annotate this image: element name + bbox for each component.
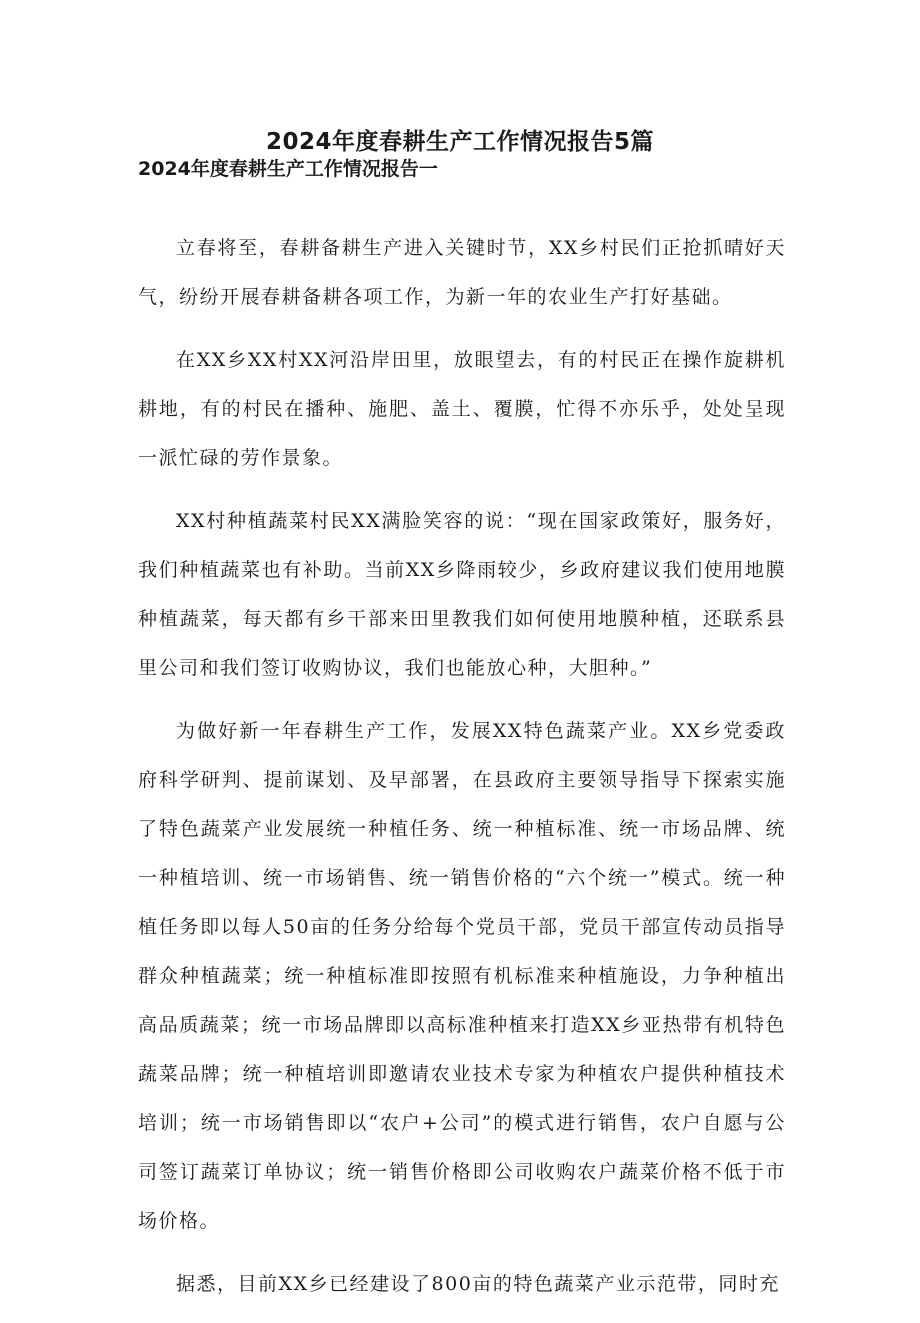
document-title: 2024年度春耕生产工作情况报告5篇 [265,129,655,155]
paragraph-4: 为做好新一年春耕生产工作，发展XX特色蔬菜产业。XX乡党委政府科学研判、提前谋划、及早部署，在县政府主要领导指导下探索实施了特色蔬菜产业发展统一种植任务、统一种植标准、统一市场品牌、统一种植培训、统一市场销售、统一销售价格的“六个统一”模式。统一种植任务即以每人50亩的任务分给每个党员干部，党员干部宣传动员指导群众种植蔬菜；统一种植标准即按照有机标准来种植施设，力争种植出高品质蔬菜；统一市场品牌即以高标准种植来打造XX乡亚热带有机特色蔬菜品牌；统一种植培训即邀请农业技术专家为种植农户提供种植技术培训；统一市场销售即以“农户+公司”的模式进行销售，农户自愿与公司签订蔬菜订单协议；统一销售价格即公司收购农户蔬菜价格不低于市场价格。 [138,720,786,1232]
paragraph-5: 据悉，目前XX乡已经建设了800亩的特色蔬菜产业示范带，同时充 [176,1273,780,1295]
section-title: 2024年度春耕生产工作情况报告一 [138,158,438,180]
paragraph-2: 在XX乡XX村XX河沿岸田里，放眼望去，有的村民正在操作旋耕机耕地，有的村民在播种、施肥、盖土、覆膜，忙得不亦乐乎，处处呈现一派忙碌的劳作景象。 [138,349,786,469]
paragraph-3: XX村种植蔬菜村民XX满脸笑容的说：“现在国家政策好，服务好，我们种植蔬菜也有补助。当前XX乡降雨较少，乡政府建议我们使用地膜种植蔬菜，每天都有乡干部来田里教我们如何使用地膜种植，还联系县里公司和我们签订收购协议，我们也能放心种，大胆种。” [138,510,786,679]
document-body [138,224,786,1323]
paragraph-1: 立春将至，春耕备耕生产进入关键时节，XX乡村民们正抢抓晴好天气，纷纷开展春耕备耕各项工作，为新一年的农业生产打好基础。 [138,237,786,308]
